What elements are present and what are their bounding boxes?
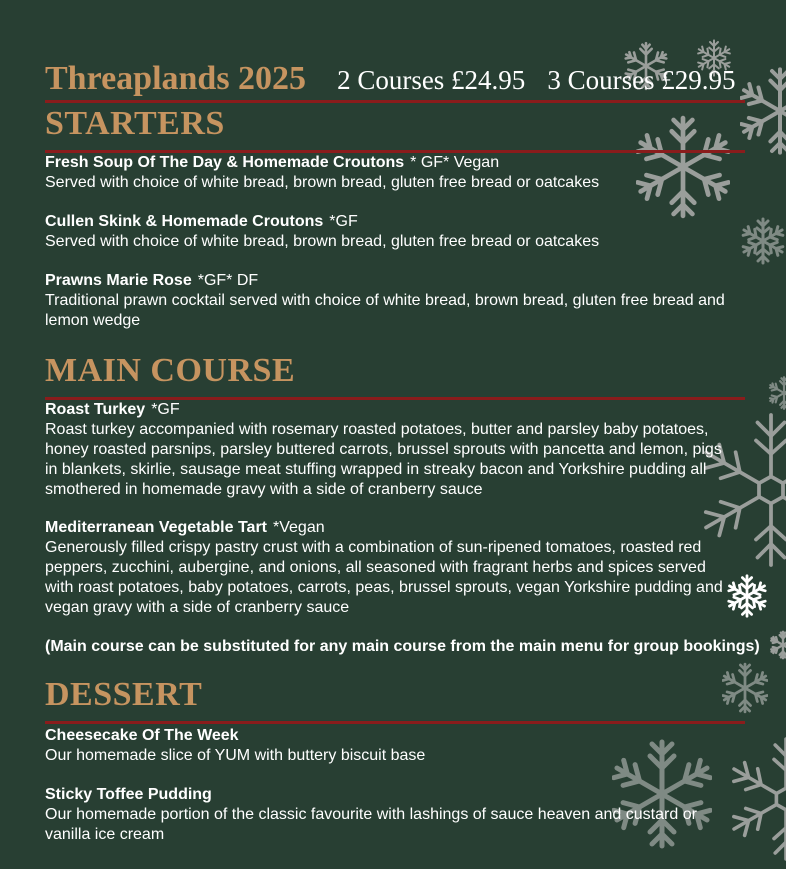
- item-description: Generously filled crispy pastry crust with a combination of sun-ripened tomatoes, roasted red peppers, zucchini, aubergine, and onions, all seasoned with fragrant herbs and spices served with roast potatoes, baby potatoes, carrots, peas, brussel sprouts, vegan Yorkshire pudding and vegan gravy with a side of cranberry sauce: [45, 539, 723, 616]
- snowflake-icon: [738, 206, 786, 276]
- item-name: Fresh Soup Of The Day & Homemade Croutons: [45, 154, 405, 171]
- item-name: Sticky Toffee Pudding: [45, 786, 212, 803]
- main-course-heading: MAIN COURSE: [45, 352, 296, 389]
- menu-item: [45, 271, 735, 331]
- menu-title: Threaplands 2025: [45, 60, 307, 97]
- item-name: Roast Turkey: [45, 401, 146, 418]
- dietary-tags: *GF: [329, 213, 358, 230]
- item-name: Mediterranean Vegetable Tart: [45, 519, 267, 536]
- dietary-tags: *GF* DF: [197, 272, 259, 289]
- item-description: Our homemade slice of YUM with buttery biscuit base: [45, 747, 426, 764]
- snowflake-icon: [768, 630, 786, 660]
- dietary-tags: * GF* Vegan: [410, 154, 500, 171]
- dietary-tags: *GF: [151, 401, 180, 418]
- starters-heading: STARTERS: [45, 105, 225, 142]
- substitution-note: (Main course can be substituted for any main course from the main menu for group bookings): [45, 638, 760, 655]
- item-description: Our homemade portion of the classic favourite with lashings of sauce heaven and custard or vanilla ice cream: [45, 806, 697, 843]
- two-course-price: 2 Courses £24.95: [337, 65, 526, 95]
- dietary-tags: *Vegan: [273, 519, 325, 536]
- snowflake-icon: [766, 372, 786, 414]
- dessert-heading: DESSERT: [45, 676, 203, 713]
- menu-item: [45, 518, 735, 618]
- menu-item: [45, 212, 735, 252]
- divider: [45, 721, 745, 724]
- divider: [45, 100, 745, 103]
- menu-item: [45, 726, 735, 766]
- three-course-price: 3 Courses £29.95: [547, 65, 736, 95]
- item-name: Cheesecake Of The Week: [45, 727, 239, 744]
- snowflake-icon: [726, 734, 786, 864]
- item-name: Cullen Skink & Homemade Croutons: [45, 213, 324, 230]
- snowflake-icon: [722, 660, 768, 716]
- menu-item: [45, 400, 735, 500]
- menu-item: [45, 153, 735, 193]
- item-description: Roast turkey accompanied with rosemary roasted potatoes, butter and parsley baby potatoes, honey roasted parsnips, parsley buttered carrots, brussel sprouts with pancetta and lemon, pigs in blankets, skirlie, sausage meat stuffing wrapped in streaky bacon and Yorkshire pudding all smothered in homemade gravy with a side of cranberry sauce: [45, 421, 722, 498]
- item-name: Prawns Marie Rose: [45, 272, 192, 289]
- snowflake-icon: [740, 56, 786, 166]
- item-description: Traditional prawn cocktail served with choice of white bread, brown bread, gluten free bread and lemon wedge: [45, 292, 725, 329]
- item-description: Served with choice of white bread, brown bread, gluten free bread or oatcakes: [45, 233, 600, 250]
- menu-item: [45, 785, 735, 845]
- item-description: Served with choice of white bread, brown bread, gluten free bread or oatcakes: [45, 174, 600, 191]
- menu-header: [45, 60, 745, 98]
